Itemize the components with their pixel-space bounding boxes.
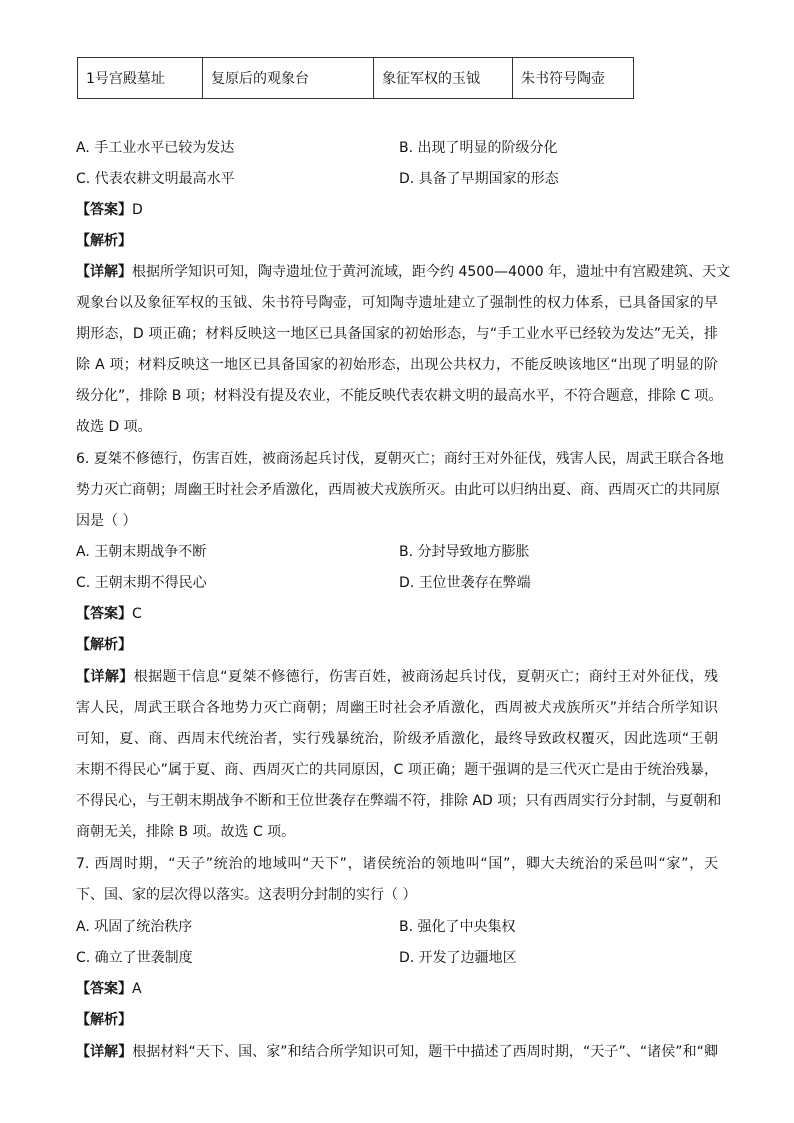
q5-analysis-tag: 【解析】 bbox=[76, 233, 132, 249]
answer-value: A bbox=[132, 981, 142, 997]
answer-tag: 【答案】 bbox=[76, 202, 132, 218]
q7-option-b: B. 强化了中央集权 bbox=[399, 919, 516, 935]
q6-option-c: C. 王朝末期不得民心 bbox=[76, 575, 207, 591]
exhibit-table bbox=[77, 57, 634, 99]
q6-answer bbox=[76, 604, 142, 624]
q5-answer bbox=[76, 200, 143, 220]
answer-tag: 【答案】 bbox=[76, 981, 132, 997]
detail-tag: 【详解】 bbox=[76, 264, 132, 280]
q7-option-a: A. 巩固了统治秩序 bbox=[76, 919, 193, 935]
q7-answer bbox=[76, 979, 142, 999]
q6-detail-line: 可知，夏、商、西周末代统治者，实行残暴统治，阶级矛盾激化，最终导致政权覆灭，因此选项“王朝 bbox=[76, 731, 718, 747]
q6-detail-line: 不得民心，与王朝末期战争不断和王位世袭存在弊端不符，排除 AD 项；只有西周实行分封制，与夏朝和 bbox=[76, 793, 722, 809]
q5-detail-line: 【详解】根据所学知识可知，陶寺遗址位于黄河流域，距今约 4500—4000 年，遗址中有宫殿建筑、天文 bbox=[76, 264, 731, 280]
q5-option-c: C. 代表农耕文明最高水平 bbox=[76, 171, 235, 187]
q6-detail-line: 【详解】根据题干信息“夏桀不修德行，伤害百姓，被商汤起兵讨伐，夏朝灭亡；商纣王对外征伐，残 bbox=[76, 669, 718, 685]
q5-detail-line: 级分化”，排除 B 项；材料没有提及农业，不能反映代表农耕文明的最高水平，不符合题意，排除 C 项。 bbox=[76, 388, 723, 404]
q6-option-b: B. 分封导致地方膨胀 bbox=[399, 544, 530, 560]
q6-stem-line: 6. 夏桀不修德行，伤害百姓，被商汤起兵讨伐，夏朝灭亡；商纣王对外征伐，残害人民，周武王联合各地 bbox=[76, 451, 724, 467]
table-cell: 象征军权的玉钺 bbox=[374, 58, 513, 99]
q5-detail-line: 故选 D 项。 bbox=[76, 419, 152, 435]
q6-detail-line: 商朝无关，排除 B 项。故选 C 项。 bbox=[76, 824, 296, 840]
table-cell: 复原后的观象台 bbox=[203, 58, 374, 99]
q5-detail-line: 除 A 项；材料反映这一地区已具备国家的初始形态，出现公共权力，不能反映该地区“出现了明显的阶 bbox=[76, 357, 718, 373]
answer-value: C bbox=[132, 606, 142, 622]
q7-analysis-tag: 【解析】 bbox=[76, 1012, 132, 1028]
table-cell: 朱书符号陶壶 bbox=[513, 58, 634, 99]
q5-detail-line: 观象台以及象征军权的玉钺、朱书符号陶壶，可知陶寺遗址建立了强制性的权力体系，已具备国家的早 bbox=[76, 295, 718, 311]
q6-option-a: A. 王朝末期战争不断 bbox=[76, 544, 207, 560]
q5-option-a: A. 手工业水平已较为发达 bbox=[76, 140, 235, 156]
q7-option-d: D. 开发了边疆地区 bbox=[399, 950, 517, 966]
q6-option-d: D. 王位世袭存在弊端 bbox=[399, 575, 531, 591]
q7-option-c: C. 确立了世袭制度 bbox=[76, 950, 193, 966]
table-row bbox=[78, 58, 634, 99]
q6-analysis-tag: 【解析】 bbox=[76, 637, 132, 653]
answer-value: D bbox=[132, 202, 143, 218]
answer-tag: 【答案】 bbox=[76, 606, 132, 622]
detail-tag: 【详解】 bbox=[76, 669, 134, 685]
table-cell: 1号宫殿墓址 bbox=[78, 58, 203, 99]
q7-stem-line: 下、国、家的层次得以落实。这表明分封制的实行（ ） bbox=[76, 887, 417, 903]
detail-tag: 【详解】 bbox=[76, 1044, 133, 1060]
q7-detail-line: 【详解】根据材料“天下、国、家”和结合所学知识可知，题干中描述了西周时期，“天子”、“诸侯”和“卿 bbox=[76, 1044, 718, 1060]
q6-detail-line: 害人民，周武王联合各地势力灭亡商朝；周幽王时社会矛盾激化，西周被犬戎族所灭”并结合所学知识 bbox=[76, 700, 718, 716]
q5-option-d: D. 具备了早期国家的形态 bbox=[399, 171, 559, 187]
q6-stem-line: 因是（ ） bbox=[76, 513, 137, 529]
q5-detail-line: 期形态，D 项正确；材料反映这一地区已具备国家的初始形态，与“手工业水平已经较为发达”无关，排 bbox=[76, 326, 718, 342]
q7-stem-line: 7. 西周时期，“天子”统治的地域叫“天下”，诸侯统治的领地叫“国”，卿大夫统治的采邑叫“家”，天 bbox=[76, 856, 718, 872]
q6-detail-line: 末期不得民心”属于夏、商、西周灭亡的共同原因，C 项正确；题干强调的是三代灭亡是由于统治残暴， bbox=[76, 762, 718, 778]
q6-stem-line: 势力灭亡商朝；周幽王时社会矛盾激化，西周被犬戎族所灭。由此可以归纳出夏、商、西周灭亡的共同原 bbox=[76, 482, 720, 498]
q5-option-b: B. 出现了明显的阶级分化 bbox=[399, 140, 558, 156]
